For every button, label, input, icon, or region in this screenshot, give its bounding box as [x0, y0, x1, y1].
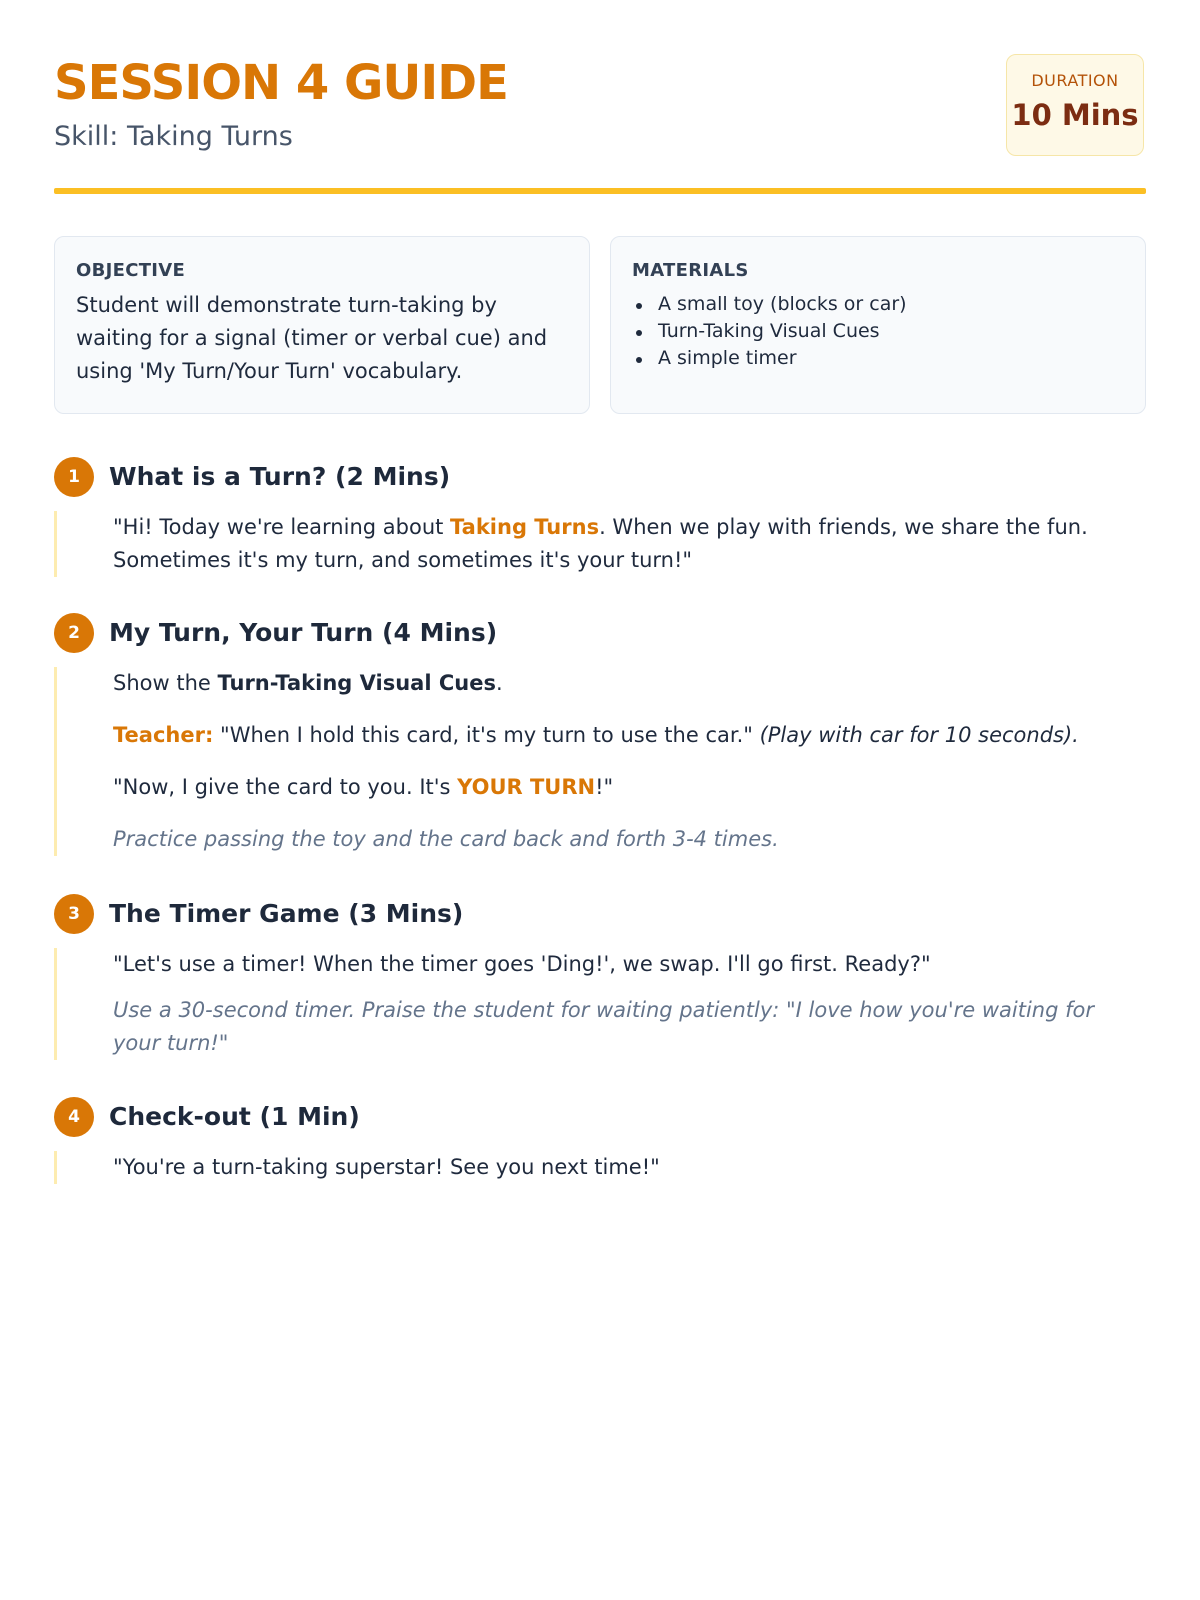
step-body [54, 1151, 1146, 1184]
step-number-badge: 2 [54, 613, 94, 653]
objective-text: Student will demonstrate turn-taking by waiting for a signal (timer or verbal cue) and using 'My Turn/Your Turn' vocabulary. [76, 293, 548, 383]
script-text: "Now, I give the card to you. It's [113, 775, 458, 799]
step-number-badge: 1 [54, 457, 94, 497]
step-4 [54, 1097, 1146, 1184]
step-note: Use a 30-second timer. Praise the student for waiting patiently: "I love how you're waiting for your turn!" [113, 998, 1094, 1055]
materials-list [632, 291, 1124, 372]
materials-item: Turn-Taking Visual Cues [632, 318, 1124, 345]
header [54, 0, 1146, 196]
step-note: Practice passing the toy and the card back and forth 3-4 times. [113, 827, 779, 851]
script-text: . [495, 671, 503, 695]
step-2 [54, 613, 1146, 856]
duration-label: DURATION [1031, 71, 1119, 90]
materials-card [610, 236, 1146, 414]
materials-item: A small toy (blocks or car) [632, 291, 1124, 318]
script-text: Show the [113, 671, 218, 695]
step-title: My Turn, Your Turn (4 Mins) [109, 618, 498, 647]
info-cards [54, 236, 1146, 414]
highlight-term: YOUR TURN [457, 775, 596, 799]
header-divider [54, 188, 1146, 194]
step-body [54, 667, 1146, 856]
script-text: !" [595, 775, 614, 799]
materials-heading: MATERIALS [632, 260, 749, 281]
step-header [54, 894, 1146, 934]
step-3 [54, 894, 1146, 1060]
page-title: SESSION 4 GUIDE [54, 55, 508, 111]
step-body [54, 948, 1146, 1060]
step-header [54, 613, 1146, 653]
step-title: What is a Turn? (2 Mins) [109, 462, 451, 491]
script-text: "When I hold this card, it's my turn to use the car." [213, 723, 760, 747]
speaker-label: Teacher: [113, 723, 214, 747]
highlight-term: Taking Turns [450, 515, 600, 539]
step-script: "You're a turn-taking superstar! See you next time!" [113, 1155, 660, 1179]
page-subtitle: Skill: Taking Turns [54, 121, 293, 152]
objective-heading: OBJECTIVE [76, 260, 186, 281]
step-title: Check-out (1 Min) [109, 1102, 360, 1131]
step-instruction [113, 667, 1146, 700]
step-header [54, 1097, 1146, 1137]
step-script [113, 511, 1146, 577]
bold-term: Turn-Taking Visual Cues [217, 671, 496, 695]
step-script [113, 771, 1146, 804]
stage-direction: (Play with car for 10 seconds). [759, 723, 1079, 747]
script-text: "Hi! Today we're learning about [113, 515, 451, 539]
teacher-line [113, 719, 1146, 752]
step-body [54, 511, 1146, 577]
script-text: . When we play with friends, we share the fun. Sometimes it's my turn, and sometimes it's your turn!" [113, 515, 1088, 572]
step-number-badge: 3 [54, 894, 94, 934]
step-header [54, 457, 1146, 497]
step-1 [54, 457, 1146, 577]
step-script: "Let's use a timer! When the timer goes 'Ding!', we swap. I'll go first. Ready?" [113, 952, 931, 976]
step-number-badge: 4 [54, 1097, 94, 1137]
duration-value: 10 Mins [1011, 98, 1139, 132]
objective-card [54, 236, 590, 414]
materials-item: A simple timer [632, 345, 1124, 372]
step-title: The Timer Game (3 Mins) [109, 899, 464, 928]
duration-badge [1006, 54, 1144, 156]
